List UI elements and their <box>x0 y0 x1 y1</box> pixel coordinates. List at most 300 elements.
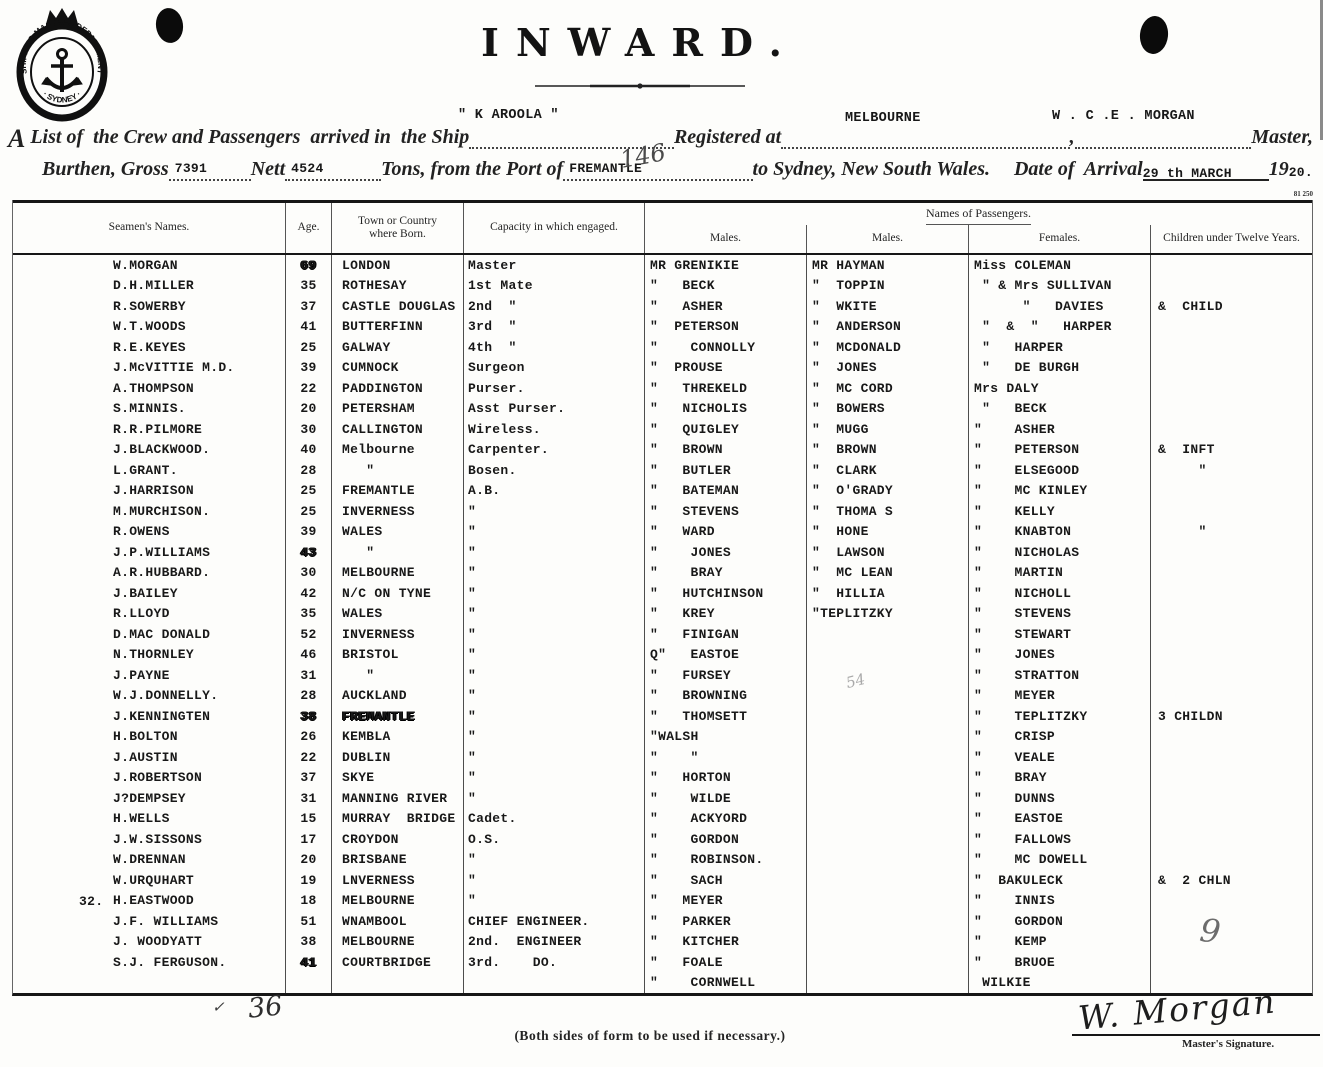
table-row <box>13 358 1312 379</box>
cell-town: AUCKLAND <box>332 686 464 707</box>
destination-label: to Sydney, New South Wales. <box>752 158 990 180</box>
cell-age: 51 <box>286 911 332 932</box>
page-title: INWARD. <box>481 20 799 65</box>
cell-age: 26 <box>286 727 332 748</box>
cell-names: L.GRANT. <box>13 460 286 481</box>
cell-town: INVERNESS <box>332 501 464 522</box>
cell-m1: " FINIGAN <box>645 624 807 645</box>
cell-f: " MEYER <box>969 686 1151 707</box>
cell-age: 35 <box>286 276 332 297</box>
cell-m2 <box>807 952 969 973</box>
cell-ch <box>1151 891 1312 912</box>
cell-cap: 1st Mate <box>464 276 645 297</box>
cell-names: J.W.SISSONS <box>13 829 286 850</box>
cell-ch <box>1151 378 1312 399</box>
cell-m1: " HORTON <box>645 768 807 789</box>
cell-names: J.F. WILLIAMS <box>13 911 286 932</box>
cell-ch <box>1151 932 1312 953</box>
table-row <box>13 727 1312 748</box>
cell-f: Miss COLEMAN <box>969 255 1151 276</box>
cell-m1: " BECK <box>645 276 807 297</box>
cell-town: MELBOURNE <box>332 891 464 912</box>
table-row <box>13 481 1312 502</box>
cell-m2: MR HAYMAN <box>807 255 969 276</box>
cell-names: J.BAILEY <box>13 583 286 604</box>
cell-age: 31 <box>286 665 332 686</box>
cell-cap: " <box>464 583 645 604</box>
cell-f: " DUNNS <box>969 788 1151 809</box>
cell-m1: " CORNWELL <box>645 973 807 994</box>
cell-f: " BRAY <box>969 768 1151 789</box>
cell-m1: " KREY <box>645 604 807 625</box>
table-row <box>13 563 1312 584</box>
cell-m2: " O'GRADY <box>807 481 969 502</box>
cell-names: S.MINNIS. <box>13 399 286 420</box>
cell-cap: " <box>464 891 645 912</box>
cell-town: WNAMBOOL <box>332 911 464 932</box>
cell-names: W.MORGAN <box>13 255 286 276</box>
header-males-1: Males. <box>645 225 807 253</box>
table-row <box>13 440 1312 461</box>
cell-names: W.URQUHART <box>13 870 286 891</box>
cell-cap: Bosen. <box>464 460 645 481</box>
nett-rule <box>285 161 381 181</box>
cell-f: " FALLOWS <box>969 829 1151 850</box>
cell-age: 39 <box>286 358 332 379</box>
cell-town: PETERSHAM <box>332 399 464 420</box>
cell-cap: Asst Purser. <box>464 399 645 420</box>
cell-m2: "TEPLITZKY <box>807 604 969 625</box>
cell-age: 30 <box>286 563 332 584</box>
cell-m2: " ANDERSON <box>807 317 969 338</box>
hole-punch-mark <box>154 6 186 44</box>
cell-f: " KNABTON <box>969 522 1151 543</box>
cell-town: N/C ON TYNE <box>332 583 464 604</box>
cell-f: " JONES <box>969 645 1151 666</box>
cell-cap: Wireless. <box>464 419 645 440</box>
table-body <box>13 255 1312 993</box>
gross-rule <box>169 161 251 181</box>
table-row <box>13 645 1312 666</box>
header-names-of-passengers: Names of Passengers. <box>926 203 1031 225</box>
cell-m1: " " <box>645 747 807 768</box>
cell-names: R.LLOYD <box>13 604 286 625</box>
nett-label: Nett <box>250 158 286 180</box>
cell-m1: " PETERSON <box>645 317 807 338</box>
cell-m2 <box>807 768 969 789</box>
cell-cap: Master <box>464 255 645 276</box>
cell-age: 17 <box>286 829 332 850</box>
cell-m2 <box>807 788 969 809</box>
cell-m2 <box>807 973 969 994</box>
cell-m1: " PARKER <box>645 911 807 932</box>
cell-cap: " <box>464 747 645 768</box>
cell-m2: " MC LEAN <box>807 563 969 584</box>
arrival-rule <box>1143 164 1269 181</box>
cell-town: FREMANTLE <box>332 481 464 502</box>
burthen-label: Burthen, Gross <box>42 158 169 180</box>
margin-annotation: 32. <box>79 893 104 909</box>
cell-age: 69 <box>286 255 332 276</box>
cell-names: N.THORNLEY <box>13 645 286 666</box>
ship-name-value: " K AROOLA " <box>458 108 559 123</box>
cell-m2: " HONE <box>807 522 969 543</box>
cell-town: " <box>332 460 464 481</box>
cell-age: 25 <box>286 481 332 502</box>
cell-cap: " <box>464 706 645 727</box>
cell-age: 28 <box>286 460 332 481</box>
table-row <box>13 583 1312 604</box>
table-row <box>13 829 1312 850</box>
table-row <box>13 604 1312 625</box>
cell-ch <box>1151 952 1312 973</box>
cell-f: " HARPER <box>969 337 1151 358</box>
cell-ch <box>1151 665 1312 686</box>
cell-town: CALLINGTON <box>332 419 464 440</box>
cell-m2 <box>807 706 969 727</box>
cell-cap: A.B. <box>464 481 645 502</box>
cell-town: " <box>332 665 464 686</box>
signature-rule <box>1072 1034 1320 1036</box>
cell-town: BUTTERFINN <box>332 317 464 338</box>
cell-cap: 3rd. DO. <box>464 952 645 973</box>
cell-age: 25 <box>286 501 332 522</box>
year-printed: 19 <box>1268 158 1289 180</box>
port-value: FREMANTLE <box>569 161 643 176</box>
form-number: 81 250 <box>1293 190 1313 198</box>
cell-f: " ELSEGOOD <box>969 460 1151 481</box>
cell-cap: " <box>464 850 645 871</box>
cell-m1: " ROBINSON. <box>645 850 807 871</box>
port-handwritten-annotation: 146 <box>617 138 668 174</box>
master-signature-handwritten: W. Morgan <box>1076 981 1278 1038</box>
cell-cap: " <box>464 686 645 707</box>
table-row <box>13 255 1312 276</box>
cell-m1: " ACKYORD <box>645 809 807 830</box>
line1-lead: A <box>8 124 26 153</box>
cell-f: " & Mrs SULLIVAN <box>969 276 1151 297</box>
cell-ch <box>1151 358 1312 379</box>
cell-m1: " BUTLER <box>645 460 807 481</box>
cell-f: " MARTIN <box>969 563 1151 584</box>
table-row <box>13 665 1312 686</box>
cell-names: J.BLACKWOOD. <box>13 440 286 461</box>
cell-town: LONDON <box>332 255 464 276</box>
cell-cap: Cadet. <box>464 809 645 830</box>
cell-age: 41 <box>286 952 332 973</box>
arrival-value: 29 th MARCH <box>1142 166 1232 181</box>
table-row <box>13 788 1312 809</box>
bottom-left-number: 36 <box>246 990 284 1025</box>
cell-cap: Purser. <box>464 378 645 399</box>
cell-f: " BAKULECK <box>969 870 1151 891</box>
cell-names: A.R.HUBBARD. <box>13 563 286 584</box>
cell-ch: & INFT <box>1158 442 1215 458</box>
cell-age: 31 <box>286 788 332 809</box>
cell-ch: " <box>1158 462 1207 478</box>
cell-age: 38 <box>286 932 332 953</box>
cell-age: 37 <box>286 768 332 789</box>
cell-names: R.OWENS <box>13 522 286 543</box>
cell-f: " PETERSON <box>969 440 1151 461</box>
cell-town: CUMNOCK <box>332 358 464 379</box>
comma-glyph: , <box>1069 126 1075 148</box>
cell-ch <box>1151 419 1312 440</box>
cell-age: 40 <box>286 440 332 461</box>
header-seamens-names: Seamen's Names. <box>13 203 286 253</box>
cell-m1: " MEYER <box>645 891 807 912</box>
cell-m2 <box>807 829 969 850</box>
header-town: Town or Country where Born. <box>332 203 464 253</box>
cell-names: J.McVITTIE M.D. <box>13 358 286 379</box>
cell-cap: " <box>464 870 645 891</box>
cell-f: " NICHOLAS <box>969 542 1151 563</box>
seal-bottom-text: · SYDNEY · <box>41 89 83 105</box>
cell-cap: " <box>464 624 645 645</box>
table-row <box>13 932 1312 953</box>
cell-m1: " BRAY <box>645 563 807 584</box>
cell-m2 <box>807 932 969 953</box>
cell-m2 <box>807 809 969 830</box>
cell-age: 30 <box>286 419 332 440</box>
cell-ch <box>1151 624 1312 645</box>
cell-names: H.EASTWOOD <box>13 891 286 912</box>
cell-f: " TEPLITZKY <box>969 706 1151 727</box>
cell-town: INVERNESS <box>332 624 464 645</box>
cell-age: 18 <box>286 891 332 912</box>
table-row <box>13 624 1312 645</box>
cell-town: MELBOURNE <box>332 563 464 584</box>
cell-cap: " <box>464 501 645 522</box>
cell-ch <box>1151 747 1312 768</box>
cell-names: J.KENNINGTEN <box>13 706 286 727</box>
cell-m1: " FURSEY <box>645 665 807 686</box>
cell-ch: 3 CHILDN <box>1158 708 1223 724</box>
cell-age: 52 <box>286 624 332 645</box>
cell-names: J?DEMPSEY <box>13 788 286 809</box>
registered-at-label: Registered at <box>673 126 782 148</box>
cell-f: " CRISP <box>969 727 1151 748</box>
cell-m2: " HILLIA <box>807 583 969 604</box>
cell-cap: " <box>464 727 645 748</box>
cell-f: Mrs DALY <box>969 378 1151 399</box>
cell-m1: " FOALE <box>645 952 807 973</box>
cell-m1: " WARD <box>645 522 807 543</box>
cell-age: 20 <box>286 850 332 871</box>
cell-names: D.H.MILLER <box>13 276 286 297</box>
bottom-left-tick: ✓ <box>212 998 225 1016</box>
cell-town: PADDINGTON <box>332 378 464 399</box>
table-row <box>13 850 1312 871</box>
registered-at-value: MELBOURNE <box>845 111 921 126</box>
cell-ch: " <box>1158 524 1207 540</box>
table-row <box>13 501 1312 522</box>
table-row <box>13 276 1312 297</box>
cell-age: 22 <box>286 747 332 768</box>
cell-names <box>13 973 286 994</box>
cell-ch <box>1151 276 1312 297</box>
cell-town: MURRAY BRIDGE <box>332 809 464 830</box>
header-passengers-group <box>645 203 1312 253</box>
cell-names: J.ROBERTSON <box>13 768 286 789</box>
cell-age: 39 <box>286 522 332 543</box>
cell-age: 28 <box>286 686 332 707</box>
cell-ch <box>1151 542 1312 563</box>
cell-m2 <box>807 911 969 932</box>
cell-ch <box>1151 911 1312 932</box>
cell-ch <box>1151 583 1312 604</box>
cell-cap: 4th " <box>464 337 645 358</box>
cell-m1: " NICHOLIS <box>645 399 807 420</box>
cell-names: R.SOWERBY <box>13 296 286 317</box>
gross-value: 7391 <box>174 161 208 176</box>
cell-cap: CHIEF ENGINEER. <box>464 911 645 932</box>
cell-cap: " <box>464 665 645 686</box>
cell-f: " VEALE <box>969 747 1151 768</box>
cell-town: BRISBANE <box>332 850 464 871</box>
males2-pencil-mark: 54 <box>844 669 867 693</box>
cell-town: DUBLIN <box>332 747 464 768</box>
cell-ch <box>1151 399 1312 420</box>
cell-f: " BRUOE <box>969 952 1151 973</box>
cell-f: " STEWART <box>969 624 1151 645</box>
cell-names: W.T.WOODS <box>13 317 286 338</box>
header-age: Age. <box>286 203 332 253</box>
nett-value: 4524 <box>291 161 324 176</box>
cell-names: H.BOLTON <box>13 727 286 748</box>
header-capacity: Capacity in which engaged. <box>464 203 645 253</box>
cell-m1: " GORDON <box>645 829 807 850</box>
table-row <box>13 768 1312 789</box>
cell-names: A.THOMPSON <box>13 378 286 399</box>
cell-m1: " BROWNING <box>645 686 807 707</box>
cell-names: R.E.KEYES <box>13 337 286 358</box>
cell-town: BRISTOL <box>332 645 464 666</box>
table-row <box>13 706 1312 727</box>
arrival-label: Date of Arrival <box>1013 158 1143 180</box>
cell-age: 35 <box>286 604 332 625</box>
cell-m2 <box>807 747 969 768</box>
cell-town: FREMANTLE <box>332 706 464 727</box>
header-males-2: Males. <box>807 225 969 253</box>
cell-m1: " THREKELD <box>645 378 807 399</box>
table-row <box>13 337 1312 358</box>
cell-town: ROTHESAY <box>332 276 464 297</box>
cell-age: 42 <box>286 583 332 604</box>
table-row <box>13 809 1312 830</box>
seal-top-text: SHIPPING MASTERS DEPARTMENT <box>18 17 106 75</box>
cell-ch: & 2 CHLN <box>1158 872 1231 888</box>
cell-cap: Carpenter. <box>464 440 645 461</box>
cell-m1: " ASHER <box>645 296 807 317</box>
cell-town: MELBOURNE <box>332 932 464 953</box>
signature-label: Master's Signature. <box>1182 1038 1275 1050</box>
table-row <box>13 911 1312 932</box>
cell-age: 41 <box>286 317 332 338</box>
cell-m1: " WILDE <box>645 788 807 809</box>
cell-names: J.P.WILLIAMS <box>13 542 286 563</box>
cell-cap <box>464 973 645 994</box>
cell-cap: 2nd " <box>464 296 645 317</box>
cell-names: J.HARRISON <box>13 481 286 502</box>
table-row <box>13 870 1312 891</box>
cell-m1: " QUIGLEY <box>645 419 807 440</box>
cell-m1: " CONNOLLY <box>645 337 807 358</box>
table-row <box>13 378 1312 399</box>
cell-cap: " <box>464 604 645 625</box>
cell-ch <box>1151 481 1312 502</box>
cell-ch <box>1151 809 1312 830</box>
cell-town <box>332 973 464 994</box>
cell-m2 <box>807 665 969 686</box>
table-row <box>13 419 1312 440</box>
cell-f: " MC DOWELL <box>969 850 1151 871</box>
table-row <box>13 891 1312 912</box>
cell-ch <box>1151 563 1312 584</box>
crew-passenger-table <box>12 200 1313 996</box>
cell-cap: O.S. <box>464 829 645 850</box>
cell-age: 19 <box>286 870 332 891</box>
cell-age: 46 <box>286 645 332 666</box>
cell-ch <box>1151 255 1312 276</box>
cell-age: 20 <box>286 399 332 420</box>
master-label: Master, <box>1251 126 1313 148</box>
cell-town: GALWAY <box>332 337 464 358</box>
cell-m2: " TOPPIN <box>807 276 969 297</box>
cell-ch <box>1151 317 1312 338</box>
cell-m1: " BATEMAN <box>645 481 807 502</box>
table-row <box>13 952 1312 973</box>
cell-f: " MC KINLEY <box>969 481 1151 502</box>
cell-ch <box>1151 768 1312 789</box>
cell-names: J. WOODYATT <box>13 932 286 953</box>
cell-m2: " LAWSON <box>807 542 969 563</box>
cell-m2 <box>807 686 969 707</box>
shipping-masters-seal <box>10 4 114 122</box>
cell-f: " NICHOLL <box>969 583 1151 604</box>
cell-m2: " BOWERS <box>807 399 969 420</box>
footer-note: (Both sides of form to be used if necessary.) <box>514 1028 786 1043</box>
table-row <box>13 747 1312 768</box>
line1-text: List of the Crew and Passengers arrived in the Ship <box>25 126 470 148</box>
master-name-value: W . C .E . MORGAN <box>1052 109 1195 124</box>
cell-ch <box>1151 686 1312 707</box>
cell-f: " KEMP <box>969 932 1151 953</box>
cell-m2: " MCDONALD <box>807 337 969 358</box>
children-pencil-number: 9 <box>1197 910 1223 952</box>
cell-m2: " WKITE <box>807 296 969 317</box>
cell-f: " KELLY <box>969 501 1151 522</box>
cell-ch <box>1151 645 1312 666</box>
cell-m1: " KITCHER <box>645 932 807 953</box>
cell-m1: "WALSH <box>645 727 807 748</box>
cell-town: CASTLE DOUGLAS <box>332 296 464 317</box>
cell-f: " ASHER <box>969 419 1151 440</box>
cell-names: R.R.PILMORE <box>13 419 286 440</box>
port-label: Tons, from the Port of <box>381 158 564 180</box>
cell-m2 <box>807 870 969 891</box>
cell-cap: " <box>464 563 645 584</box>
table-row <box>13 973 1312 994</box>
master-rule <box>1075 132 1252 149</box>
cell-names: W.DRENNAN <box>13 850 286 871</box>
cell-f: " STRATTON <box>969 665 1151 686</box>
table-row <box>13 460 1312 481</box>
cell-f: " INNIS <box>969 891 1151 912</box>
cell-m2 <box>807 727 969 748</box>
cell-names: D.MAC DONALD <box>13 624 286 645</box>
table-row <box>13 296 1312 317</box>
